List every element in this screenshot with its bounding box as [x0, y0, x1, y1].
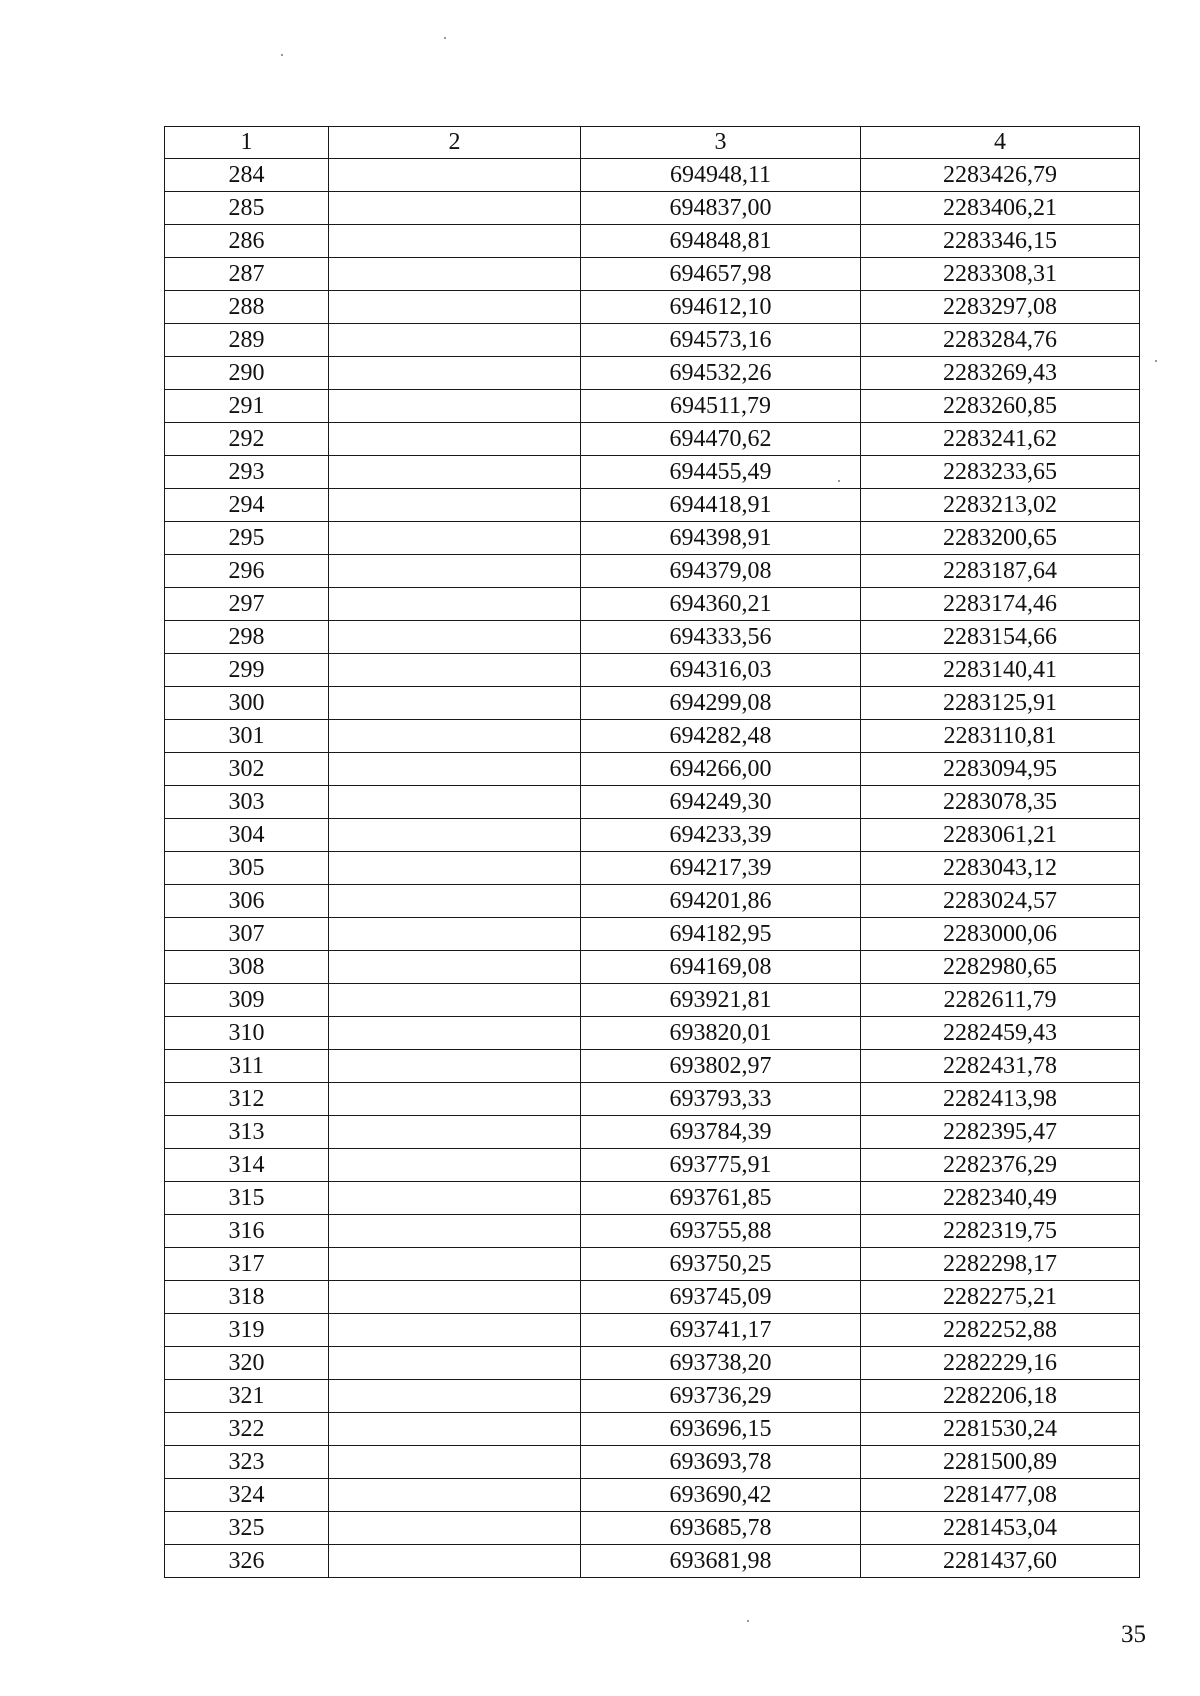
x-coordinate-cell: 693820,01: [581, 1017, 861, 1050]
blank-cell: [329, 1479, 581, 1512]
y-coordinate-cell: 2283233,65: [861, 456, 1140, 489]
table-row: [165, 786, 1140, 819]
y-coordinate-cell: 2283346,15: [861, 225, 1140, 258]
y-coordinate-cell: 2283110,81: [861, 720, 1140, 753]
x-coordinate-cell: 693775,91: [581, 1149, 861, 1182]
blank-cell: [329, 489, 581, 522]
blank-cell: [329, 687, 581, 720]
point-number-cell: 319: [165, 1314, 329, 1347]
blank-cell: [329, 852, 581, 885]
point-number-cell: 297: [165, 588, 329, 621]
blank-cell: [329, 588, 581, 621]
x-coordinate-cell: 693761,85: [581, 1182, 861, 1215]
x-coordinate-cell: 693802,97: [581, 1050, 861, 1083]
column-header-4: 4: [861, 127, 1140, 159]
table-row: [165, 258, 1140, 291]
blank-cell: [329, 225, 581, 258]
x-coordinate-cell: 694360,21: [581, 588, 861, 621]
blank-cell: [329, 1314, 581, 1347]
point-number-cell: 317: [165, 1248, 329, 1281]
table-row: [165, 555, 1140, 588]
blank-cell: [329, 357, 581, 390]
table-row: [165, 1149, 1140, 1182]
table-row: [165, 588, 1140, 621]
table-row: [165, 852, 1140, 885]
x-coordinate-cell: 694217,39: [581, 852, 861, 885]
y-coordinate-cell: 2283043,12: [861, 852, 1140, 885]
y-coordinate-cell: 2281477,08: [861, 1479, 1140, 1512]
table-row: [165, 456, 1140, 489]
blank-cell: [329, 522, 581, 555]
blank-cell: [329, 1512, 581, 1545]
point-number-cell: 298: [165, 621, 329, 654]
y-coordinate-cell: 2281500,89: [861, 1446, 1140, 1479]
table-row: [165, 1116, 1140, 1149]
x-coordinate-cell: 694398,91: [581, 522, 861, 555]
y-coordinate-cell: 2282298,17: [861, 1248, 1140, 1281]
point-number-cell: 290: [165, 357, 329, 390]
y-coordinate-cell: 2283426,79: [861, 159, 1140, 192]
table-row: [165, 951, 1140, 984]
blank-cell: [329, 390, 581, 423]
table-row: [165, 1380, 1140, 1413]
blank-cell: [329, 258, 581, 291]
y-coordinate-cell: 2282980,65: [861, 951, 1140, 984]
blank-cell: [329, 1413, 581, 1446]
blank-cell: [329, 621, 581, 654]
x-coordinate-cell: 694282,48: [581, 720, 861, 753]
y-coordinate-cell: 2282340,49: [861, 1182, 1140, 1215]
point-number-cell: 285: [165, 192, 329, 225]
blank-cell: [329, 1017, 581, 1050]
y-coordinate-cell: 2282459,43: [861, 1017, 1140, 1050]
table-row: [165, 159, 1140, 192]
y-coordinate-cell: 2283187,64: [861, 555, 1140, 588]
point-number-cell: 314: [165, 1149, 329, 1182]
blank-cell: [329, 753, 581, 786]
y-coordinate-cell: 2283174,46: [861, 588, 1140, 621]
point-number-cell: 299: [165, 654, 329, 687]
blank-cell: [329, 1446, 581, 1479]
table-row: [165, 1479, 1140, 1512]
scan-speck: [281, 54, 283, 56]
point-number-cell: 300: [165, 687, 329, 720]
table-row: [165, 357, 1140, 390]
table-row: [165, 324, 1140, 357]
y-coordinate-cell: 2283140,41: [861, 654, 1140, 687]
blank-cell: [329, 1083, 581, 1116]
scan-speck: [838, 480, 840, 482]
x-coordinate-cell: 693693,78: [581, 1446, 861, 1479]
x-coordinate-cell: 693750,25: [581, 1248, 861, 1281]
x-coordinate-cell: 694379,08: [581, 555, 861, 588]
y-coordinate-cell: 2281530,24: [861, 1413, 1140, 1446]
y-coordinate-cell: 2282413,98: [861, 1083, 1140, 1116]
table-row: [165, 918, 1140, 951]
table-row: [165, 1050, 1140, 1083]
y-coordinate-cell: 2281437,60: [861, 1545, 1140, 1578]
point-number-cell: 313: [165, 1116, 329, 1149]
x-coordinate-cell: 694266,00: [581, 753, 861, 786]
y-coordinate-cell: 2283260,85: [861, 390, 1140, 423]
x-coordinate-cell: 693685,78: [581, 1512, 861, 1545]
point-number-cell: 284: [165, 159, 329, 192]
point-number-cell: 320: [165, 1347, 329, 1380]
table-row: [165, 1347, 1140, 1380]
y-coordinate-cell: 2283078,35: [861, 786, 1140, 819]
x-coordinate-cell: 693681,98: [581, 1545, 861, 1578]
table-row: [165, 1083, 1140, 1116]
x-coordinate-cell: 693784,39: [581, 1116, 861, 1149]
point-number-cell: 322: [165, 1413, 329, 1446]
table-row: [165, 1314, 1140, 1347]
table-row: [165, 1248, 1140, 1281]
point-number-cell: 289: [165, 324, 329, 357]
y-coordinate-cell: 2283308,31: [861, 258, 1140, 291]
x-coordinate-cell: 693921,81: [581, 984, 861, 1017]
blank-cell: [329, 1149, 581, 1182]
point-number-cell: 294: [165, 489, 329, 522]
table-row: [165, 225, 1140, 258]
x-coordinate-cell: 694848,81: [581, 225, 861, 258]
coordinates-table: [164, 126, 1140, 1578]
table-row: [165, 753, 1140, 786]
blank-cell: [329, 786, 581, 819]
point-number-cell: 308: [165, 951, 329, 984]
x-coordinate-cell: 693696,15: [581, 1413, 861, 1446]
point-number-cell: 287: [165, 258, 329, 291]
blank-cell: [329, 654, 581, 687]
blank-cell: [329, 1545, 581, 1578]
point-number-cell: 323: [165, 1446, 329, 1479]
y-coordinate-cell: 2283061,21: [861, 819, 1140, 852]
point-number-cell: 288: [165, 291, 329, 324]
x-coordinate-cell: 693793,33: [581, 1083, 861, 1116]
x-coordinate-cell: 694182,95: [581, 918, 861, 951]
blank-cell: [329, 324, 581, 357]
table-row: [165, 1545, 1140, 1578]
blank-cell: [329, 423, 581, 456]
table-row: [165, 720, 1140, 753]
blank-cell: [329, 1182, 581, 1215]
blank-cell: [329, 291, 581, 324]
x-coordinate-cell: 694249,30: [581, 786, 861, 819]
point-number-cell: 307: [165, 918, 329, 951]
y-coordinate-cell: 2283094,95: [861, 753, 1140, 786]
y-coordinate-cell: 2282319,75: [861, 1215, 1140, 1248]
scan-speck: [1155, 360, 1157, 362]
y-coordinate-cell: 2282376,29: [861, 1149, 1140, 1182]
table-row: [165, 621, 1140, 654]
table-row: [165, 984, 1140, 1017]
table-row: [165, 423, 1140, 456]
blank-cell: [329, 984, 581, 1017]
point-number-cell: 293: [165, 456, 329, 489]
y-coordinate-cell: 2283213,02: [861, 489, 1140, 522]
table-header-row: [165, 127, 1140, 159]
blank-cell: [329, 1281, 581, 1314]
x-coordinate-cell: 693755,88: [581, 1215, 861, 1248]
blank-cell: [329, 1215, 581, 1248]
y-coordinate-cell: 2283125,91: [861, 687, 1140, 720]
table-row: [165, 192, 1140, 225]
point-number-cell: 303: [165, 786, 329, 819]
point-number-cell: 321: [165, 1380, 329, 1413]
y-coordinate-cell: 2283284,76: [861, 324, 1140, 357]
x-coordinate-cell: 693741,17: [581, 1314, 861, 1347]
y-coordinate-cell: 2283154,66: [861, 621, 1140, 654]
x-coordinate-cell: 694169,08: [581, 951, 861, 984]
point-number-cell: 286: [165, 225, 329, 258]
y-coordinate-cell: 2283000,06: [861, 918, 1140, 951]
point-number-cell: 295: [165, 522, 329, 555]
x-coordinate-cell: 694657,98: [581, 258, 861, 291]
point-number-cell: 318: [165, 1281, 329, 1314]
point-number-cell: 325: [165, 1512, 329, 1545]
table-row: [165, 1182, 1140, 1215]
table-row: [165, 1017, 1140, 1050]
table-row: [165, 291, 1140, 324]
blank-cell: [329, 192, 581, 225]
point-number-cell: 304: [165, 819, 329, 852]
blank-cell: [329, 819, 581, 852]
table-row: [165, 1512, 1140, 1545]
x-coordinate-cell: 694201,86: [581, 885, 861, 918]
table-row: [165, 522, 1140, 555]
point-number-cell: 326: [165, 1545, 329, 1578]
table-row: [165, 489, 1140, 522]
blank-cell: [329, 885, 581, 918]
blank-cell: [329, 951, 581, 984]
table-row: [165, 1215, 1140, 1248]
y-coordinate-cell: 2283024,57: [861, 885, 1140, 918]
point-number-cell: 310: [165, 1017, 329, 1050]
y-coordinate-cell: 2282431,78: [861, 1050, 1140, 1083]
y-coordinate-cell: 2283200,65: [861, 522, 1140, 555]
point-number-cell: 301: [165, 720, 329, 753]
x-coordinate-cell: 694612,10: [581, 291, 861, 324]
point-number-cell: 302: [165, 753, 329, 786]
table-row: [165, 654, 1140, 687]
x-coordinate-cell: 694316,03: [581, 654, 861, 687]
blank-cell: [329, 720, 581, 753]
point-number-cell: 306: [165, 885, 329, 918]
column-header-2: 2: [329, 127, 581, 159]
x-coordinate-cell: 694233,39: [581, 819, 861, 852]
column-header-1: 1: [165, 127, 329, 159]
blank-cell: [329, 1050, 581, 1083]
x-coordinate-cell: 694418,91: [581, 489, 861, 522]
y-coordinate-cell: 2283297,08: [861, 291, 1140, 324]
point-number-cell: 316: [165, 1215, 329, 1248]
point-number-cell: 315: [165, 1182, 329, 1215]
blank-cell: [329, 456, 581, 489]
y-coordinate-cell: 2283269,43: [861, 357, 1140, 390]
y-coordinate-cell: 2282252,88: [861, 1314, 1140, 1347]
table-row: [165, 819, 1140, 852]
x-coordinate-cell: 693736,29: [581, 1380, 861, 1413]
table-row: [165, 390, 1140, 423]
table-body: [165, 159, 1140, 1578]
y-coordinate-cell: 2282611,79: [861, 984, 1140, 1017]
scan-speck: [444, 37, 446, 39]
blank-cell: [329, 1116, 581, 1149]
column-header-3: 3: [581, 127, 861, 159]
y-coordinate-cell: 2283241,62: [861, 423, 1140, 456]
table-row: [165, 1413, 1140, 1446]
blank-cell: [329, 1347, 581, 1380]
x-coordinate-cell: 694455,49: [581, 456, 861, 489]
x-coordinate-cell: 694837,00: [581, 192, 861, 225]
x-coordinate-cell: 694470,62: [581, 423, 861, 456]
table-row: [165, 1281, 1140, 1314]
y-coordinate-cell: 2282206,18: [861, 1380, 1140, 1413]
x-coordinate-cell: 694573,16: [581, 324, 861, 357]
scan-speck: [747, 1620, 749, 1622]
blank-cell: [329, 918, 581, 951]
blank-cell: [329, 555, 581, 588]
point-number-cell: 312: [165, 1083, 329, 1116]
y-coordinate-cell: 2282275,21: [861, 1281, 1140, 1314]
point-number-cell: 296: [165, 555, 329, 588]
point-number-cell: 305: [165, 852, 329, 885]
point-number-cell: 291: [165, 390, 329, 423]
y-coordinate-cell: 2281453,04: [861, 1512, 1140, 1545]
blank-cell: [329, 1380, 581, 1413]
blank-cell: [329, 1248, 581, 1281]
x-coordinate-cell: 694511,79: [581, 390, 861, 423]
blank-cell: [329, 159, 581, 192]
point-number-cell: 311: [165, 1050, 329, 1083]
point-number-cell: 324: [165, 1479, 329, 1512]
table-row: [165, 885, 1140, 918]
y-coordinate-cell: 2283406,21: [861, 192, 1140, 225]
x-coordinate-cell: 694333,56: [581, 621, 861, 654]
x-coordinate-cell: 694948,11: [581, 159, 861, 192]
x-coordinate-cell: 694532,26: [581, 357, 861, 390]
x-coordinate-cell: 693690,42: [581, 1479, 861, 1512]
table-row: [165, 1446, 1140, 1479]
point-number-cell: 292: [165, 423, 329, 456]
x-coordinate-cell: 693745,09: [581, 1281, 861, 1314]
x-coordinate-cell: 693738,20: [581, 1347, 861, 1380]
y-coordinate-cell: 2282395,47: [861, 1116, 1140, 1149]
point-number-cell: 309: [165, 984, 329, 1017]
page-number: 35: [1121, 1621, 1146, 1648]
table-row: [165, 687, 1140, 720]
x-coordinate-cell: 694299,08: [581, 687, 861, 720]
y-coordinate-cell: 2282229,16: [861, 1347, 1140, 1380]
